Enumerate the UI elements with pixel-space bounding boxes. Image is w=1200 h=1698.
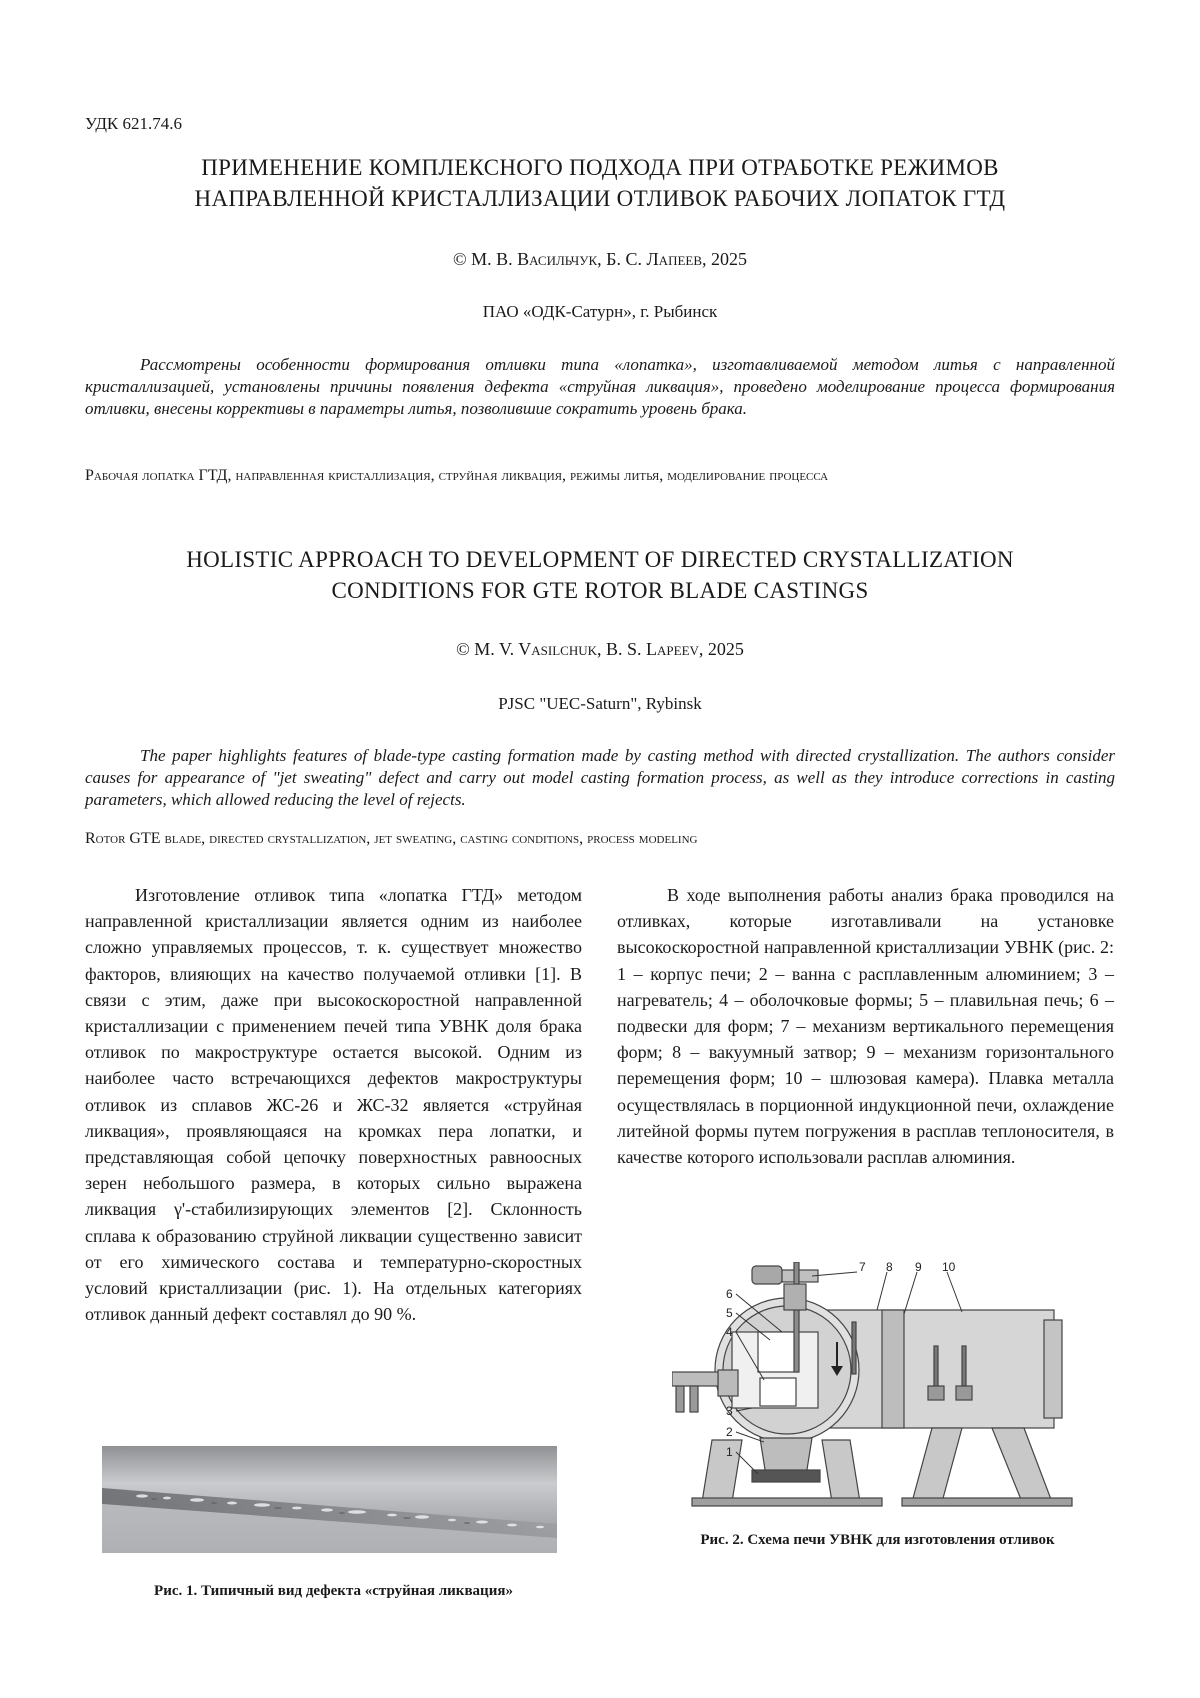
label-1: 1 [726,1445,733,1459]
figure-1-defect-photo [102,1446,557,1553]
english-title [85,544,1115,606]
body-right-column: В ходе выполнения работы анализ брака проводился на отливках, которые изготавливали на установке высокоскоростной направленной кристаллизации УВНК (рис. 2: 1 – корпус печи; 2 – ванна с расплавленным алюминием; 3 – нагреватель; 4 – оболочковые формы; 5 – плавильная печь; 6 – подвески для форм; 7 – механизм вертикального перемещения форм; 8 – вакуумный затвор; 9 – механизм горизонтального перемещения форм; 10 – шлюзовая камера). Плавка металла осуществлялась в порционной индукционной печи, охлаждение литейной формы путем погружения в расплав теплоносителя, в качестве которого использовали расплав алюминия. [617,882,1114,1170]
russian-affiliation: ПАО «ОДК-Сатурн», г. Рыбинск [85,302,1115,322]
label-7: 7 [859,1262,866,1274]
figure-1-caption: Рис. 1. Типичный вид дефекта «струйная ликвация» [85,1583,582,1600]
english-title-line-2: CONDITIONS FOR GTE ROTOR BLADE CASTINGS [85,575,1115,606]
english-title-line-1: HOLISTIC APPROACH TO DEVELOPMENT OF DIRECTED CRYSTALLIZATION [85,544,1115,575]
english-abstract: The paper highlights features of blade-type casting formation made by casting method with directed crystallization. The authors consider causes for appearance of "jet sweating" defect and carry out model casting formation process, as well as they introduce corrections in casting parameters, which allowed reducing the level of rejects. [85,745,1115,811]
figure-2-caption: Рис. 2. Схема печи УВНК для изготовления отливок [630,1532,1125,1549]
body-left-column: Изготовление отливок типа «лопатка ГТД» методом направленной кристаллизации является одним из наиболее сложно управляемых процессов, т. к. существует множество факторов, влияющих на качество получаемой отливки [1]. В связи с этим, даже при высокоскоростной направленной кристаллизации с применением печей типа УВНК доля брака отливок по макроструктуре остается высокой. Одним из наиболее часто встречающихся дефектов макроструктуры отливок из сплавов ЖС-26 и ЖС-32 является «струйная ликвация», проявляющаяся на кромках пера лопатки, и представляющая собой цепочку поверхностных равноосных зерен небольшого размера, в которых сильно выражена ликвация γ'-стабилизирующих элементов [2]. Склонность сплава к образованию струйной ликвации существенно зависит от его химического состава и температурно-скоростных условий кристаллизации (рис. 1). На отдельных категориях отливок данный дефект составлял до 90 %. [85,882,582,1327]
russian-authors [85,249,1115,270]
russian-keywords: Рабочая лопатка ГТД, направленная кристаллизация, струйная ликвация, режимы литья, моделирование процесса [85,463,1115,489]
label-6: 6 [726,1287,733,1301]
label-5: 5 [726,1306,733,1320]
label-4: 4 [726,1325,733,1339]
copyright-symbol: © [456,639,470,659]
english-affiliation: PJSC "UEC-Saturn", Rybinsk [85,694,1115,714]
english-authors [85,639,1115,660]
russian-title [85,152,1115,214]
copyright-symbol: © [453,249,467,269]
figure-2-furnace-diagram [672,1262,1140,1507]
english-keywords: Rotor GTE blade, directed crystallization, jet sweating, casting conditions, process modeling [85,826,1115,852]
label-3: 3 [726,1404,733,1418]
russian-title-line-1: ПРИМЕНЕНИЕ КОМПЛЕКСНОГО ПОДХОДА ПРИ ОТРАБОТКЕ РЕЖИМОВ [85,152,1115,183]
russian-authors-names: М. В. Васильчук, Б. С. Лапеев, 2025 [471,249,747,269]
label-9: 9 [915,1262,922,1274]
russian-abstract: Рассмотрены особенности формирования отливки типа «лопатка», изготавливаемой методом литья с направленной кристаллизацией, установлены причины появления дефекта «струйная ликвация», проведено моделирование процесса формирования отливки, внесены коррективы в параметры литья, позволившие сократить уровень брака. [85,354,1115,420]
label-10: 10 [942,1262,956,1274]
label-8: 8 [886,1262,893,1274]
udk-code: УДК 621.74.6 [85,114,182,134]
russian-title-line-2: НАПРАВЛЕННОЙ КРИСТАЛЛИЗАЦИИ ОТЛИВОК РАБОЧИХ ЛОПАТОК ГТД [85,183,1115,214]
english-authors-names: M. V. Vasilchuk, B. S. Lapeev, 2025 [474,639,744,659]
label-2: 2 [726,1425,733,1439]
